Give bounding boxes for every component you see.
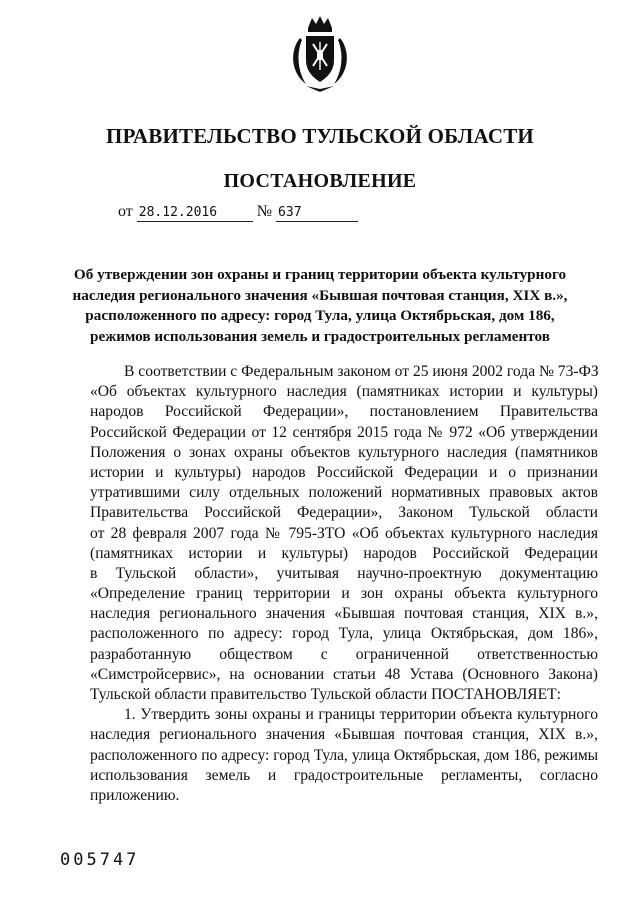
text-line: расположенного по адресу: город Тула, улица Октябрьская, дом 186», — [90, 625, 598, 643]
text-line: Российской Федерации от 12 сентября 2015 года № 972 «Об утверждении — [90, 423, 598, 441]
heading-line: режимов использования земель и градостроительных регламентов — [90, 328, 550, 346]
text-line: наследия регионального значения «Бывшая почтовая станция, XIX в.», — [90, 726, 598, 744]
text-line: в Тульской области», учитывая научно-проектную документацию — [90, 564, 598, 582]
document-type: ПОСТАНОВЛЕНИЕ — [223, 170, 417, 192]
resolution-heading — [60, 265, 580, 348]
document-number: 637 — [276, 204, 358, 222]
coat-of-arms-icon — [286, 14, 354, 94]
heading-line: расположенного по адресу: город Тула, улица Октябрьская, дом 186, — [85, 307, 555, 325]
resolution-body — [90, 362, 598, 806]
date-number-line — [118, 203, 358, 222]
text-line: Правительства Российской Федерации», Законом Тульской области — [90, 504, 598, 522]
date-prefix: от — [118, 203, 133, 220]
document-date: 28.12.2016 — [137, 204, 253, 222]
text-line: расположенного по адресу: город Тула, улица Октябрьская, дом 186, режимы — [90, 746, 598, 764]
text-line: приложению. — [90, 786, 180, 804]
text-line: утратившими силу отдельных положений нормативных правовых актов — [90, 484, 598, 502]
paragraph — [90, 362, 598, 705]
text-line: «Определение границ территории и зон охраны объекта культурного — [90, 585, 598, 603]
registration-number: 005747 — [60, 850, 140, 870]
text-line: В соответствии с Федеральным законом от 25 июня 2002 года № 73-ФЗ — [124, 363, 599, 380]
text-line: (памятниках истории и культуры) народов Российской Федерации — [90, 544, 598, 562]
text-line: истории и культуры) народов Российской Федерации и о признании — [90, 463, 598, 481]
heading-line: наследия регионального значения «Бывшая почтовая станция, XIX в.», — [72, 286, 568, 304]
text-line: Положения о зонах охраны объектов культурного наследия (памятников — [90, 443, 598, 461]
text-line: народов Российской Федерации», постановлением Правительства — [90, 403, 598, 421]
heading-line: Об утверждении зон охраны и границ территории объекта культурного — [73, 266, 567, 283]
text-line: наследия регионального значения «Бывшая почтовая станция, XIX в.», — [90, 605, 598, 623]
number-label: № — [256, 203, 273, 220]
text-line: «Симстройсервис», на основании статьи 48 Устава (Основного Закона) — [90, 665, 598, 683]
text-line: от 28 февраля 2007 года № 795-ЗТО «Об объектах культурного наследия — [90, 524, 598, 542]
paragraph — [90, 705, 598, 806]
text-line: 1. Утвердить зоны охраны и границы территории объекта культурного — [124, 706, 598, 724]
text-line: «Об объектах культурного наследия (памятниках истории и культуры) — [90, 383, 598, 401]
government-title: ПРАВИТЕЛЬСТВО ТУЛЬСКОЙ ОБЛАСТИ — [106, 124, 534, 148]
text-line: Тульской области правительство Тульской области ПОСТАНОВЛЯЕТ: — [90, 686, 561, 703]
text-line: использования земель и градостроительные регламенты, согласно — [90, 766, 598, 784]
text-line: разработанную обществом с ограниченной ответственностью — [90, 645, 598, 663]
